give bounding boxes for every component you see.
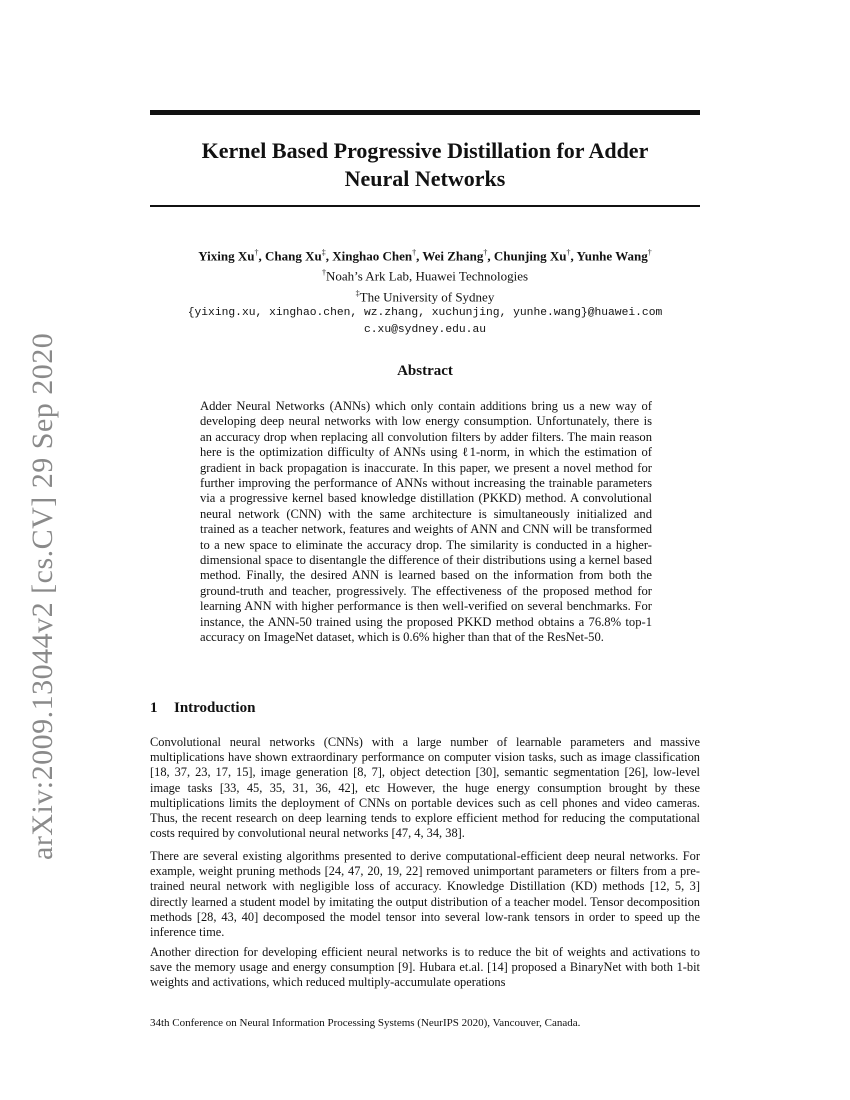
affiliation	[150, 264, 700, 284]
affiliation	[150, 285, 700, 305]
arxiv-identifier: arXiv:2009.13044v2 [cs.CV] 29 Sep 2020	[26, 332, 59, 860]
author-mark: †	[647, 248, 652, 257]
author-mark: †	[412, 248, 417, 257]
title-line-1: Kernel Based Progressive Distillation for Adder	[201, 138, 649, 163]
affiliation-text: The University of Sydney	[359, 288, 495, 304]
section-heading	[150, 700, 255, 717]
author: Xinghao Chen	[332, 248, 413, 264]
title-bottom-rule	[150, 205, 700, 207]
affiliation-mark: ‡	[355, 288, 360, 298]
section-number: 1	[150, 700, 158, 716]
author-mark: †	[566, 248, 571, 257]
paper-title	[150, 137, 700, 193]
author-mark: †	[483, 248, 488, 257]
title-top-rule	[150, 110, 700, 115]
author: Chang Xu	[265, 248, 322, 264]
title-line-2: Neural Networks	[344, 166, 506, 191]
section-title: Introduction	[174, 700, 256, 716]
author-mark: ‡	[321, 248, 326, 257]
abstract-heading: Abstract	[397, 363, 453, 379]
affiliation-text: Noah’s Ark Lab, Huawei Technologies	[325, 268, 529, 284]
author: Yunhe Wang	[576, 248, 648, 264]
abstract-text: Adder Neural Networks (ANNs) which only contain additions bring us a new way of developing deep neural networks with low energy consumption. Unfortunately, there is an accuracy drop when replacing all convolution filters by adder filters. The main reason here is the optimization difficulty of ANNs using ℓ1-norm, in which the estimation of gradient in back propagation is inaccurate. In this paper, we present a novel method for further improving the performance of ANNs without increasing the trainable parameters via a progressive kernel based knowledge distillation (PKKD) method. A convolutional neural network (CNN) with the same architecture is simultaneously initialized and trained as a teacher network, features and weights of ANN and CNN will be transformed to a new space to eliminate the accuracy drop. The similarity is conducted in a higher-dimensional space to disentangle the difference of their distributions using a kernel based method. Finally, the desired ANN is learned based on the information from both the ground-truth and teacher, progressively. The effectiveness of the proposed method for learning ANN with higher performance is then well-verified on several benchmarks. For instance, the ANN-50 trained using the proposed PKKD method obtains a 76.8% top-1 accuracy on ImageNet dataset, which is 0.6% higher than that of the ResNet-50.	[200, 399, 652, 645]
body-paragraph: Another direction for developing efficient neural networks is to reduce the bit of weights and activations to save the memory usage and energy consumption [9]. Hubara et.al. [14] proposed a BinaryNet with both 1-bit weights and activations, which reduced multiply-accumulate operations	[150, 945, 700, 990]
email-line: {yixing.xu, xinghao.chen, wz.zhang, xuchunjing, yunhe.wang}@huawei.com	[187, 306, 663, 319]
body-paragraph: There are several existing algorithms presented to derive computational-efficient deep neural networks. For example, weight pruning methods [24, 47, 20, 19, 22] removed unimportant parameters or filters from a pre-trained neural network with negligible loss of accuracy. Knowledge Distillation (KD) methods [12, 5, 3] directly learned a student model by imitating the output distribution of a teacher model. Tensor decomposition methods [28, 43, 40] decomposed the model tensor into several low-rank tensors in order to speed up the inference time.	[150, 849, 700, 940]
author: Chunjing Xu	[493, 248, 567, 264]
author-block	[150, 244, 700, 339]
body-paragraph: Convolutional neural networks (CNNs) with a large number of learnable parameters and massive multiplications have shown extraordinary performance on computer vision tasks, such as image classification [18, 37, 23, 17, 15], image generation [8, 7], object detection [30], semantic segmentation [26], low-level image tasks [33, 45, 35, 31, 36, 42], etc However, the huge energy consumption brought by these multiplications limits the deployment of CNNs on portable devices such as cell phones and video cameras. Thus, the recent research on deep learning tends to explore efficient method for reducing the computational costs required by convolutional neural networks [47, 4, 34, 38].	[150, 735, 700, 841]
author: Wei Zhang	[422, 248, 484, 264]
author-list: Yixing Xu†, Chang Xu‡, Xinghao Chen†, Wei Zhang†, Chunjing Xu†, Yunhe Wang†	[198, 248, 652, 264]
author: Yixing Xu	[198, 248, 255, 264]
affiliation-mark: †	[321, 268, 326, 278]
conference-footnote: 34th Conference on Neural Information Processing Systems (NeurIPS 2020), Vancouver, Canada.	[150, 1017, 581, 1029]
author-mark: †	[254, 248, 259, 257]
email-line: c.xu@sydney.edu.au	[363, 323, 487, 336]
